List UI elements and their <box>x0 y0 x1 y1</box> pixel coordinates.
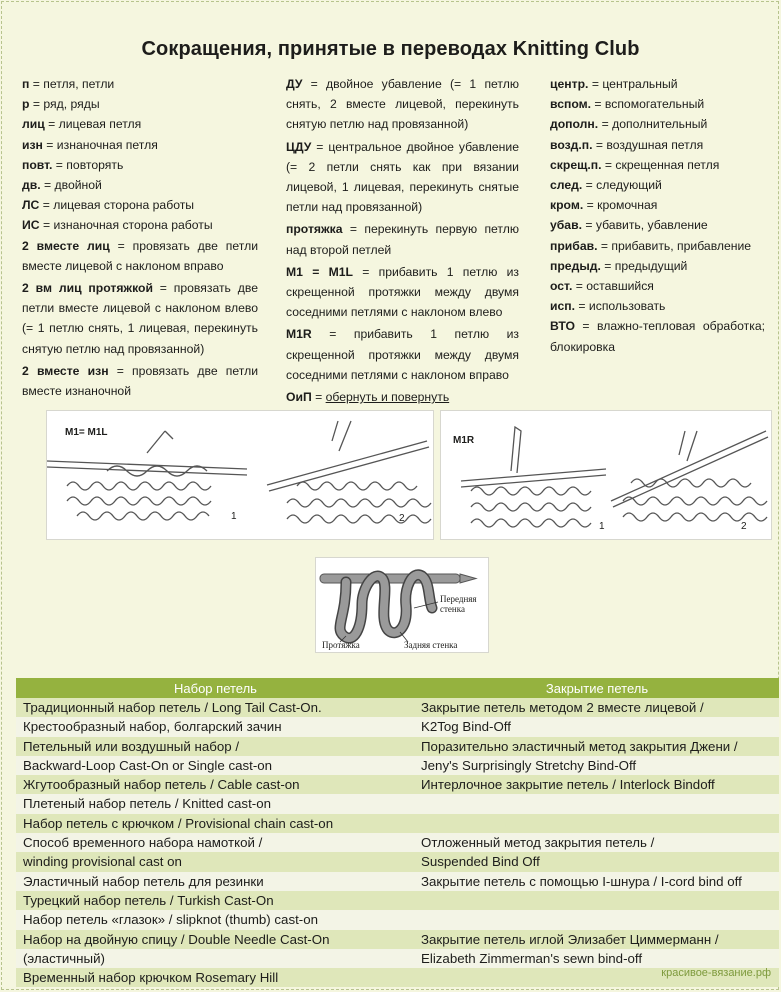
cast-on-cell: Жгутообразный набор петель / Cable cast-on <box>16 775 415 794</box>
abbreviation-definition: = следующий <box>582 178 662 193</box>
abbreviation-entry <box>22 175 258 195</box>
bind-off-cell: Поразительно эластичный метод закрытия Джени / <box>415 737 779 756</box>
abbreviation-entry <box>286 324 519 385</box>
bind-off-cell <box>415 794 779 813</box>
abbreviations-column-2 <box>286 74 519 409</box>
abbreviation-definition: = прибавить 1 петлю из скрещенной протяжки между двумя соседними петлями с наклоном влево <box>286 264 520 320</box>
m1l-illustration <box>46 410 434 540</box>
abbreviation-definition: = скрещенная петля <box>601 157 720 172</box>
abbreviation-entry <box>22 195 258 215</box>
bind-off-cell: Suspended Bind Off <box>415 852 779 871</box>
abbreviation-term: п <box>22 77 30 91</box>
table-row <box>16 814 779 833</box>
abbreviation-definition: = предыдущий <box>600 258 688 273</box>
abbreviation-term: ВТО <box>550 319 575 334</box>
m1r-label: M1R <box>453 435 475 446</box>
abbreviation-term: ост. <box>550 279 573 294</box>
abbreviation-entry <box>550 195 765 215</box>
abbreviation-term: исп. <box>550 299 576 314</box>
abbreviation-term: дополн. <box>550 117 599 132</box>
abbreviation-entry <box>286 219 519 259</box>
abbreviation-entry <box>286 137 519 218</box>
cast-on-cell: Временный набор крючком Rosemary Hill <box>16 968 415 987</box>
abbreviation-definition: = убавить, убавление <box>581 218 708 233</box>
abbreviation-entry <box>550 215 765 235</box>
abbreviation-definition: = перекинуть первую петлю над второй петлей <box>286 222 519 257</box>
bind-off-cell: Закрытие петель методом 2 вместе лицевой / <box>415 698 779 717</box>
abbreviation-entry <box>550 74 765 94</box>
abbreviation-definition-underlined: обернуть и повернуть <box>325 390 450 405</box>
abbreviation-term: кром. <box>550 198 584 213</box>
abbreviation-entry <box>22 74 258 94</box>
abbreviation-entry <box>550 114 765 134</box>
abbreviation-term: ИС <box>22 218 40 233</box>
cast-on-cell: Петельный или воздушный набор / <box>16 737 415 756</box>
table-header-row <box>16 678 779 698</box>
front-wall-label: Передняя стенка <box>440 594 477 614</box>
abbreviation-definition: = лицевая сторона работы <box>39 198 195 213</box>
abbreviation-entry <box>550 316 765 356</box>
table-row <box>16 852 779 871</box>
cast-on-cell: Набор на двойную спицу / Double Needle Cast-On <box>16 930 415 949</box>
abbreviation-entry <box>22 236 258 276</box>
cast-on-cell: Эластичный набор петель для резинки <box>16 872 415 891</box>
cast-on-cell: Backward-Loop Cast-On or Single cast-on <box>16 756 415 775</box>
m1l-step-1-number: 1 <box>231 511 237 522</box>
abbreviation-entry <box>550 256 765 276</box>
cast-on-cell: (эластичный) <box>16 949 415 968</box>
table-row <box>16 794 779 813</box>
table-row <box>16 737 779 756</box>
abbreviation-entry <box>550 94 765 114</box>
m1r-drawing <box>441 411 771 539</box>
m1l-step-2-number: 2 <box>399 513 405 524</box>
abbreviation-entry <box>550 175 765 195</box>
abbreviation-definition: = провязать две петли вместе лицевой с наклоном вправо <box>22 238 258 273</box>
table-row <box>16 698 779 717</box>
bind-off-cell: Интерлочное закрытие петель / Interlock Bindoff <box>415 775 779 794</box>
abbreviation-definition: = изнаночная сторона работы <box>39 218 213 233</box>
abbreviation-definition: = изнаночная петля <box>42 137 158 152</box>
table-row <box>16 872 779 891</box>
cast-on-cell: Способ временного набора намоткой / <box>16 833 415 852</box>
abbreviation-term: возд.п. <box>550 137 593 152</box>
abbreviation-term: изн <box>22 137 43 152</box>
abbreviations-column-3 <box>550 74 765 357</box>
abbreviation-definition: = центральное двойное убавление (= 2 петли снять как при вязании лицевой, 1 лицевая, перекинуть снятые петли над провязанной) <box>286 139 519 215</box>
bind-off-cell: Jeny's Surprisingly Stretchy Bind-Off <box>415 756 779 775</box>
bind-off-cell <box>415 910 779 929</box>
abbreviation-term: 2 вместе изн <box>22 363 109 378</box>
abbreviation-definition: = центральный <box>588 77 678 91</box>
strand-label: Протяжка <box>322 640 360 650</box>
cast-on-cell: Набор петель с крючком / Provisional chain cast-on <box>16 814 415 833</box>
table-row <box>16 833 779 852</box>
page-title: Сокращения, принятые в переводах Knitting Club <box>141 38 640 60</box>
abbreviation-definition: = провязать две петли вместе изнаночной <box>22 363 258 399</box>
bind-off-cell: Elizabeth Zimmerman's sewn bind-off <box>415 949 779 968</box>
abbreviation-definition: = двойной <box>40 178 102 193</box>
back-wall-label: Задняя стенка <box>404 640 458 650</box>
abbreviation-term: предыд. <box>550 258 601 273</box>
abbreviation-entry <box>22 215 258 235</box>
table-row <box>16 930 779 949</box>
abbreviation-entry <box>22 114 258 134</box>
abbreviation-definition: = лицевая петля <box>44 117 142 132</box>
abbreviation-term: прибав. <box>550 238 598 253</box>
header-cast-on: Набор петель <box>16 678 415 698</box>
abbreviation-definition: = воздушная петля <box>592 137 704 152</box>
m1r-step-1-number: 1 <box>599 521 605 532</box>
cast-on-cell: Плетеный набор петель / Knitted cast-on <box>16 794 415 813</box>
table-row <box>16 756 779 775</box>
abbreviation-term: 2 вм лиц протяжкой <box>22 281 153 296</box>
abbreviation-entry <box>286 262 519 323</box>
abbreviation-definition: = петля, петли <box>29 77 115 91</box>
abbreviation-definition: = влажно-тепловая обработка; блокировка <box>550 319 765 354</box>
bind-off-cell: K2Tog Bind-Off <box>415 717 779 736</box>
bind-off-cell <box>415 814 779 833</box>
cast-on-cell: Крестообразный набор, болгарский зачин <box>16 717 415 736</box>
abbreviation-term: центр. <box>550 77 589 91</box>
bind-off-cell: Закрытие петель с помощью I-шнура / I-cord bind off <box>415 872 779 891</box>
abbreviation-term: ДУ <box>286 77 303 91</box>
abbreviation-definition: = вспомогательный <box>591 97 705 112</box>
abbreviation-definition: = прибавить 1 петлю из скрещенной протяжки между двумя соседними петлями с наклоном вправо <box>286 327 519 382</box>
abbreviation-entry <box>550 296 765 316</box>
abbreviation-entry <box>550 155 765 175</box>
abbreviation-entry <box>286 387 519 407</box>
abbreviation-definition: = повторять <box>52 157 124 172</box>
abbreviation-entry <box>22 278 258 359</box>
cast-on-cell: Традиционный набор петель / Long Tail Cast-On. <box>16 698 415 717</box>
m1r-illustration <box>440 410 772 540</box>
abbreviation-definition: = кромочная <box>583 198 658 213</box>
abbreviation-entry <box>22 155 258 175</box>
abbreviation-entry <box>550 135 765 155</box>
loop-walls-diagram <box>315 557 489 653</box>
abbreviation-term: след. <box>550 178 583 193</box>
table-row <box>16 949 779 968</box>
cast-on-cell: Набор петель «глазок» / slipknot (thumb) cast-on <box>16 910 415 929</box>
bind-off-cell: Закрытие петель иглой Элизабет Циммерманн / <box>415 930 779 949</box>
abbreviations-column-1 <box>22 74 258 401</box>
abbreviation-definition: = использовать <box>575 299 666 314</box>
abbreviation-term: вспом. <box>550 97 592 112</box>
abbreviation-term: 2 вместе лиц <box>22 238 110 253</box>
site-watermark: красивое-вязание.рф <box>661 967 771 979</box>
abbreviation-entry <box>22 135 258 155</box>
abbreviation-term: ЛС <box>22 198 40 213</box>
table-body <box>16 698 779 987</box>
abbreviation-term: ОиП <box>286 390 312 405</box>
abbreviation-term: повт. <box>22 157 53 172</box>
abbreviation-definition: = <box>311 390 326 405</box>
abbreviation-term: скрещ.п. <box>550 157 602 172</box>
abbreviation-term: дв. <box>22 178 41 193</box>
table-row <box>16 717 779 736</box>
cast-on-cell: winding provisional cast on <box>16 852 415 871</box>
table-row <box>16 891 779 910</box>
abbreviation-definition: = ряд, ряды <box>29 97 100 112</box>
cast-on-bind-off-table <box>16 678 779 987</box>
abbreviation-term: лиц <box>22 117 45 132</box>
abbreviation-entry <box>550 236 765 256</box>
bind-off-cell <box>415 891 779 910</box>
abbreviation-entry <box>22 94 258 114</box>
abbreviation-term: M1 = M1L <box>286 264 353 279</box>
abbreviation-entry <box>550 276 765 296</box>
abbreviation-definition: = двойное убавление (= 1 петлю снять, 2 вместе лицевой, перекинуть снятую петлю над провязанной) <box>286 77 519 132</box>
header-bind-off: Закрытие петель <box>415 678 779 698</box>
abbreviation-term: убав. <box>550 218 582 233</box>
abbreviation-term: протяжка <box>286 222 343 237</box>
abbreviation-entry <box>22 361 258 401</box>
table-row <box>16 910 779 929</box>
bind-off-cell: Отложенный метод закрытия петель / <box>415 833 779 852</box>
abbreviation-term: р <box>22 97 30 112</box>
abbreviation-definition: = дополнительный <box>598 117 708 132</box>
abbreviation-definition: = оставшийся <box>572 279 654 294</box>
abbreviation-definition: = прибавить, прибавление <box>597 238 752 253</box>
cast-on-cell: Турецкий набор петель / Turkish Cast-On <box>16 891 415 910</box>
abbreviation-term: M1R <box>286 327 312 342</box>
m1l-label: M1= M1L <box>65 427 108 438</box>
abbreviation-definition: = провязать две петли вместе лицевой с наклоном влево (= 1 петлю снять, 1 лицевая, перекинуть снятую петлю над провязанной) <box>22 281 258 356</box>
abbreviation-term: ЦДУ <box>286 139 312 154</box>
abbreviation-entry <box>286 74 519 135</box>
m1r-step-2-number: 2 <box>741 521 747 532</box>
table-row <box>16 775 779 794</box>
